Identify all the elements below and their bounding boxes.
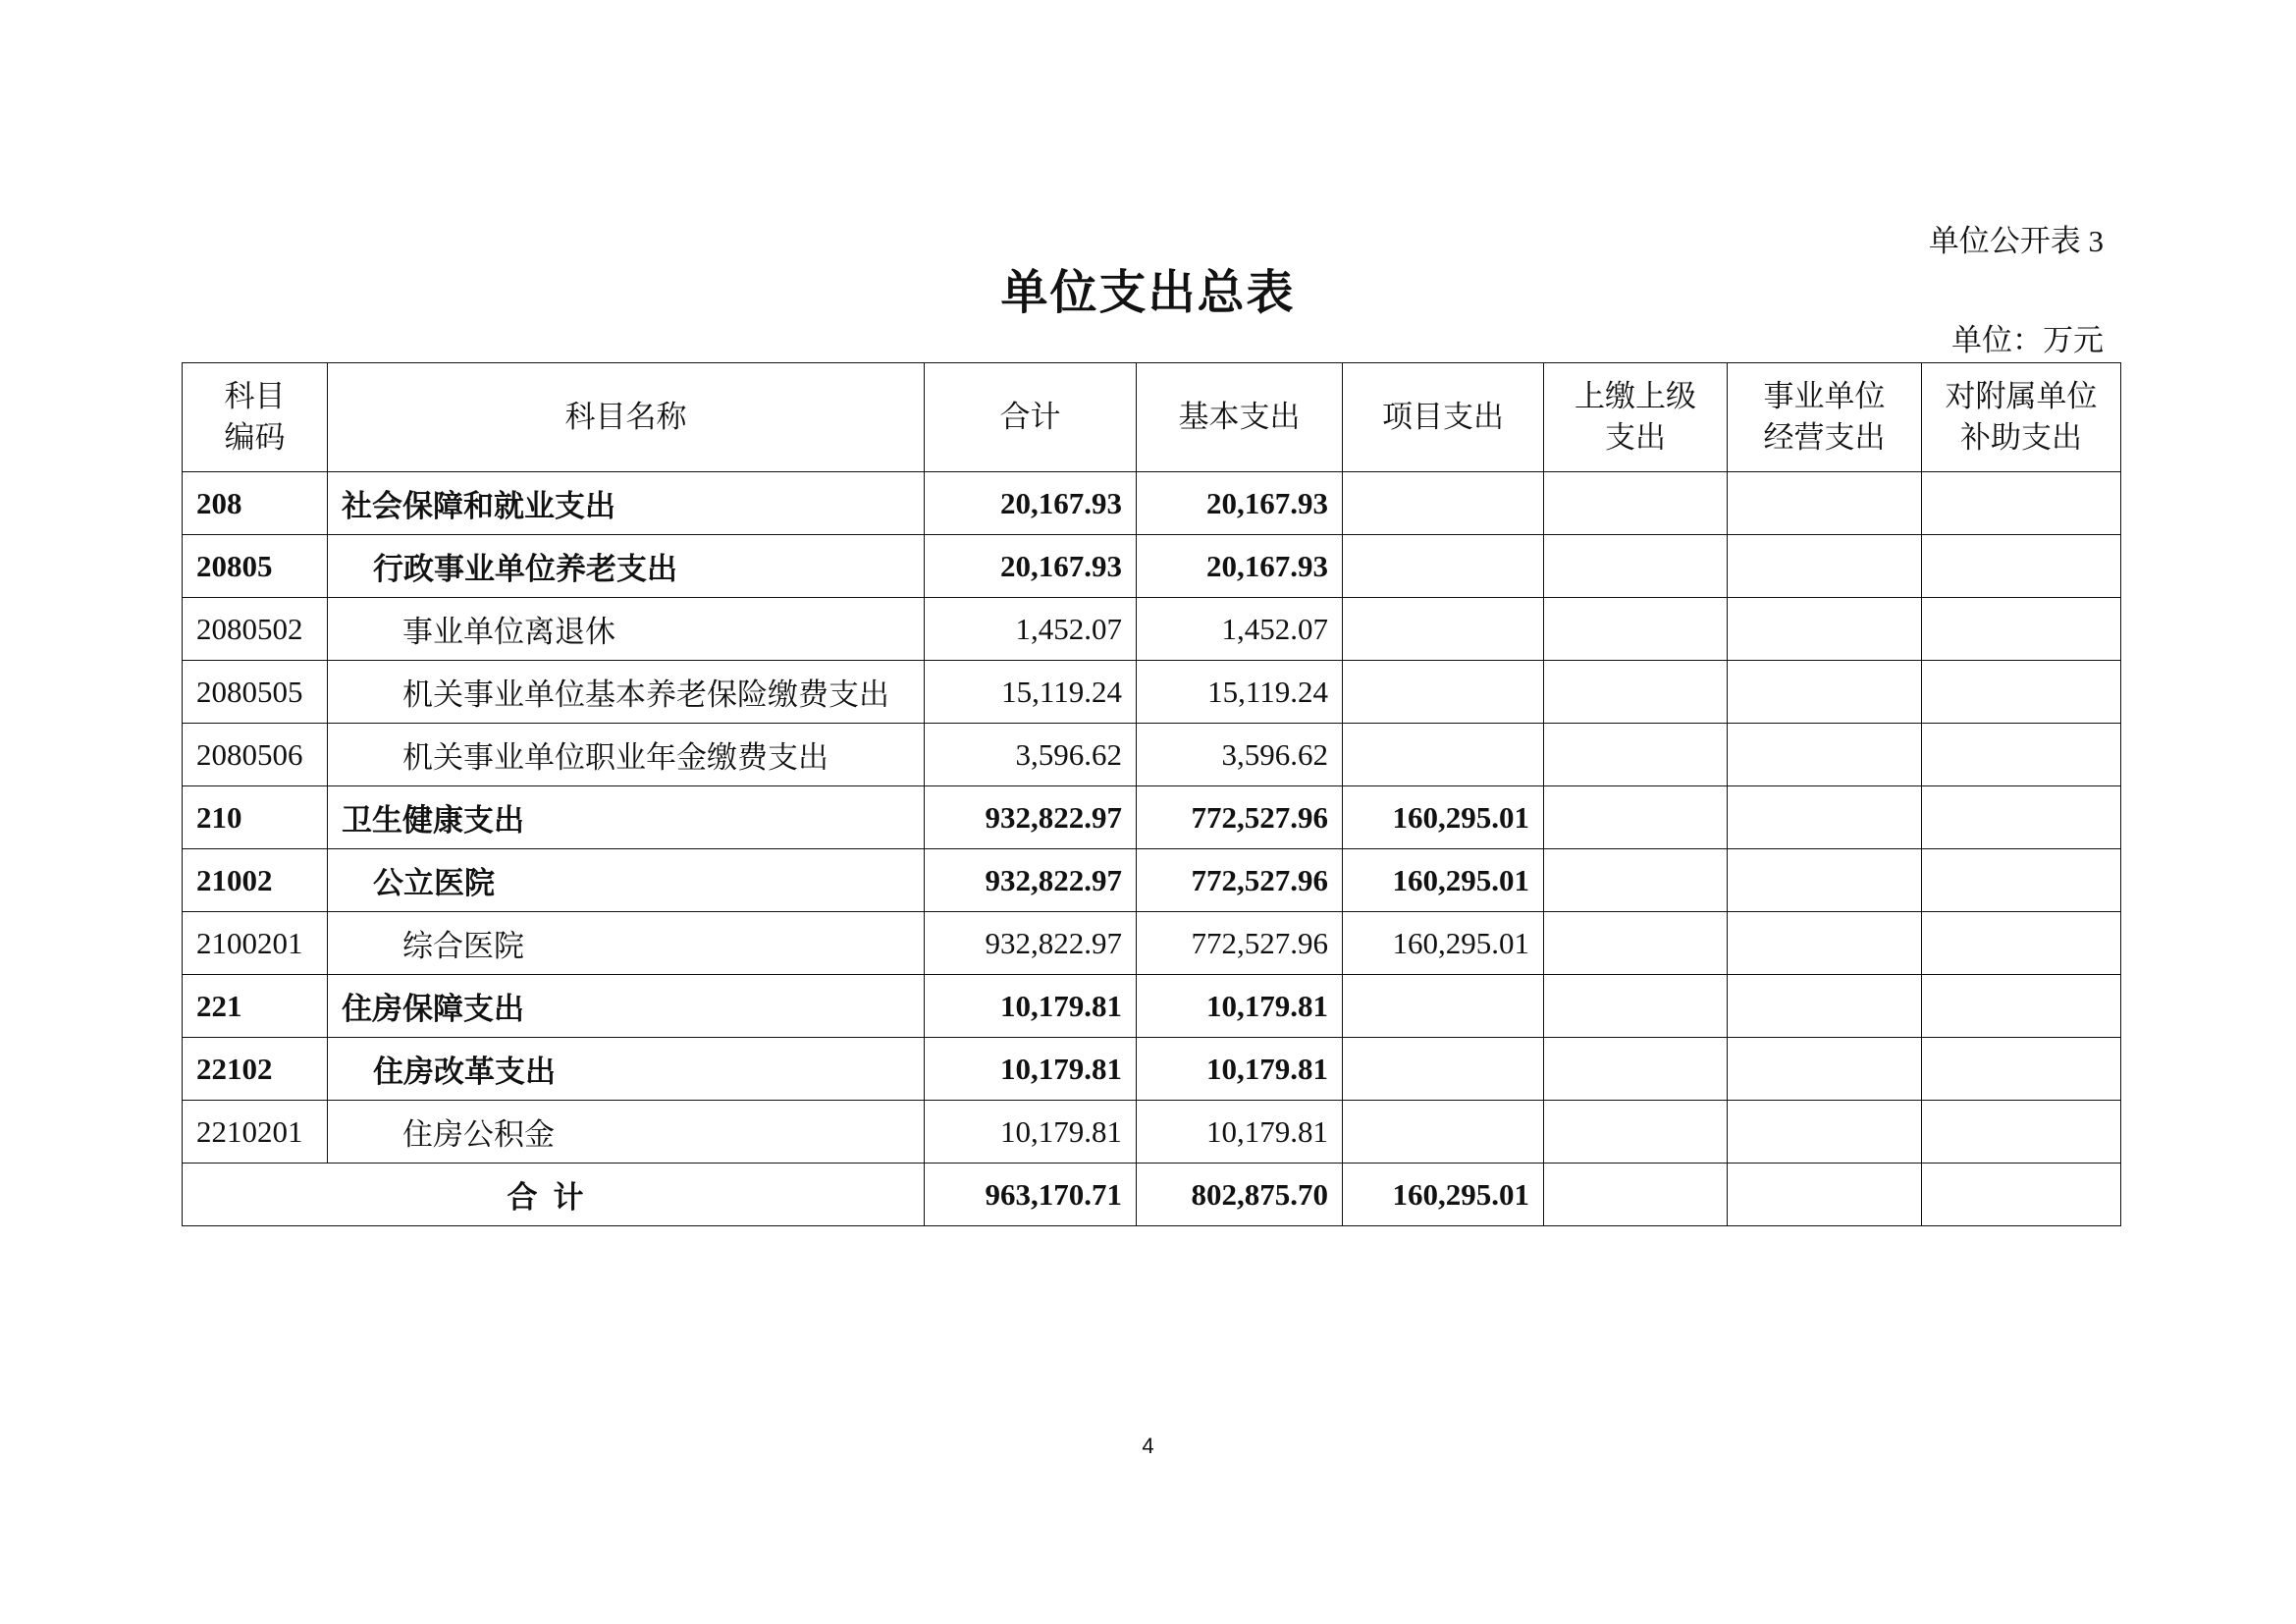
- header-total: 合计: [925, 363, 1137, 472]
- row-business: [1728, 975, 1922, 1038]
- row-business: [1728, 724, 1922, 786]
- row-total: 20,167.93: [925, 472, 1137, 535]
- row-upper: [1544, 724, 1728, 786]
- row-basic: 3,596.62: [1137, 724, 1343, 786]
- header-code: 科目 编码: [183, 363, 328, 472]
- row-project: 160,295.01: [1343, 912, 1544, 975]
- row-subsidy: [1922, 912, 2121, 975]
- table-row: [183, 1101, 2121, 1164]
- row-subsidy: [1922, 535, 2121, 598]
- table-row: [183, 724, 2121, 786]
- row-code: 2210201: [183, 1101, 328, 1164]
- row-name: 公立医院: [328, 849, 925, 912]
- row-upper: [1544, 975, 1728, 1038]
- row-total: 10,179.81: [925, 1038, 1137, 1101]
- row-upper: [1544, 786, 1728, 849]
- total-subsidy: [1922, 1164, 2121, 1226]
- row-name: 行政事业单位养老支出: [328, 535, 925, 598]
- row-upper: [1544, 1101, 1728, 1164]
- row-basic: 10,179.81: [1137, 1038, 1343, 1101]
- row-upper: [1544, 661, 1728, 724]
- row-name: 卫生健康支出: [328, 786, 925, 849]
- row-upper: [1544, 598, 1728, 661]
- row-total: 932,822.97: [925, 849, 1137, 912]
- table-row: [183, 598, 2121, 661]
- row-business: [1728, 661, 1922, 724]
- header-business: 事业单位 经营支出: [1728, 363, 1922, 472]
- row-subsidy: [1922, 472, 2121, 535]
- row-business: [1728, 1038, 1922, 1101]
- row-project: [1343, 1101, 1544, 1164]
- unit-label: 单位：万元: [1951, 323, 2104, 357]
- row-total: 10,179.81: [925, 975, 1137, 1038]
- row-basic: 10,179.81: [1137, 1101, 1343, 1164]
- row-basic: 20,167.93: [1137, 472, 1343, 535]
- table-row: [183, 1038, 2121, 1101]
- row-code: 208: [183, 472, 328, 535]
- row-business: [1728, 598, 1922, 661]
- row-project: [1343, 598, 1544, 661]
- row-code: 22102: [183, 1038, 328, 1101]
- row-project: [1343, 724, 1544, 786]
- row-upper: [1544, 849, 1728, 912]
- total-total: 963,170.71: [925, 1164, 1137, 1226]
- row-code: 2100201: [183, 912, 328, 975]
- row-subsidy: [1922, 975, 2121, 1038]
- row-total: 15,119.24: [925, 661, 1137, 724]
- row-code: 20805: [183, 535, 328, 598]
- row-upper: [1544, 535, 1728, 598]
- expenditure-table: [182, 362, 2121, 1226]
- row-basic: 772,527.96: [1137, 849, 1343, 912]
- header-subsidy: 对附属单位 补助支出: [1922, 363, 2121, 472]
- row-total: 932,822.97: [925, 912, 1137, 975]
- row-name: 住房保障支出: [328, 975, 925, 1038]
- row-subsidy: [1922, 849, 2121, 912]
- row-business: [1728, 472, 1922, 535]
- row-code: 221: [183, 975, 328, 1038]
- row-name: 社会保障和就业支出: [328, 472, 925, 535]
- row-subsidy: [1922, 1101, 2121, 1164]
- row-project: [1343, 661, 1544, 724]
- header-name: 科目名称: [328, 363, 925, 472]
- table-row: [183, 661, 2121, 724]
- row-code: 21002: [183, 849, 328, 912]
- row-name: 机关事业单位职业年金缴费支出: [328, 724, 925, 786]
- row-subsidy: [1922, 724, 2121, 786]
- table-row: [183, 535, 2121, 598]
- row-total: 1,452.07: [925, 598, 1137, 661]
- total-upper: [1544, 1164, 1728, 1226]
- row-name: 住房公积金: [328, 1101, 925, 1164]
- header-project: 项目支出: [1343, 363, 1544, 472]
- row-project: 160,295.01: [1343, 786, 1544, 849]
- row-basic: 772,527.96: [1137, 786, 1343, 849]
- row-upper: [1544, 912, 1728, 975]
- row-project: [1343, 1038, 1544, 1101]
- row-upper: [1544, 1038, 1728, 1101]
- row-name: 住房改革支出: [328, 1038, 925, 1101]
- row-code: 210: [183, 786, 328, 849]
- total-project: 160,295.01: [1343, 1164, 1544, 1226]
- table-row: [183, 975, 2121, 1038]
- row-business: [1728, 535, 1922, 598]
- row-subsidy: [1922, 598, 2121, 661]
- table-row: [183, 912, 2121, 975]
- total-basic: 802,875.70: [1137, 1164, 1343, 1226]
- row-basic: 10,179.81: [1137, 975, 1343, 1038]
- row-business: [1728, 849, 1922, 912]
- row-basic: 20,167.93: [1137, 535, 1343, 598]
- page-number: 4: [1142, 1434, 1154, 1458]
- total-label: 合计: [183, 1164, 925, 1226]
- header-upper: 上缴上级 支出: [1544, 363, 1728, 472]
- row-subsidy: [1922, 786, 2121, 849]
- row-total: 3,596.62: [925, 724, 1137, 786]
- row-project: [1343, 975, 1544, 1038]
- row-basic: 772,527.96: [1137, 912, 1343, 975]
- row-code: 2080506: [183, 724, 328, 786]
- row-subsidy: [1922, 661, 2121, 724]
- row-name: 机关事业单位基本养老保险缴费支出: [328, 661, 925, 724]
- table-header-row: [183, 363, 2121, 472]
- table-row: [183, 786, 2121, 849]
- row-code: 2080502: [183, 598, 328, 661]
- table-row: [183, 472, 2121, 535]
- row-project: 160,295.01: [1343, 849, 1544, 912]
- row-project: [1343, 472, 1544, 535]
- page-title: 单位支出总表: [1000, 267, 1296, 319]
- table-row: [183, 849, 2121, 912]
- row-code: 2080505: [183, 661, 328, 724]
- row-basic: 15,119.24: [1137, 661, 1343, 724]
- row-total: 10,179.81: [925, 1101, 1137, 1164]
- row-basic: 1,452.07: [1137, 598, 1343, 661]
- total-business: [1728, 1164, 1922, 1226]
- total-row: [183, 1164, 2121, 1226]
- row-name: 事业单位离退休: [328, 598, 925, 661]
- row-total: 20,167.93: [925, 535, 1137, 598]
- row-business: [1728, 786, 1922, 849]
- document-label: 单位公开表 3: [1928, 224, 2104, 258]
- row-name: 综合医院: [328, 912, 925, 975]
- header-basic: 基本支出: [1137, 363, 1343, 472]
- row-business: [1728, 1101, 1922, 1164]
- row-project: [1343, 535, 1544, 598]
- row-total: 932,822.97: [925, 786, 1137, 849]
- row-upper: [1544, 472, 1728, 535]
- row-subsidy: [1922, 1038, 2121, 1101]
- row-business: [1728, 912, 1922, 975]
